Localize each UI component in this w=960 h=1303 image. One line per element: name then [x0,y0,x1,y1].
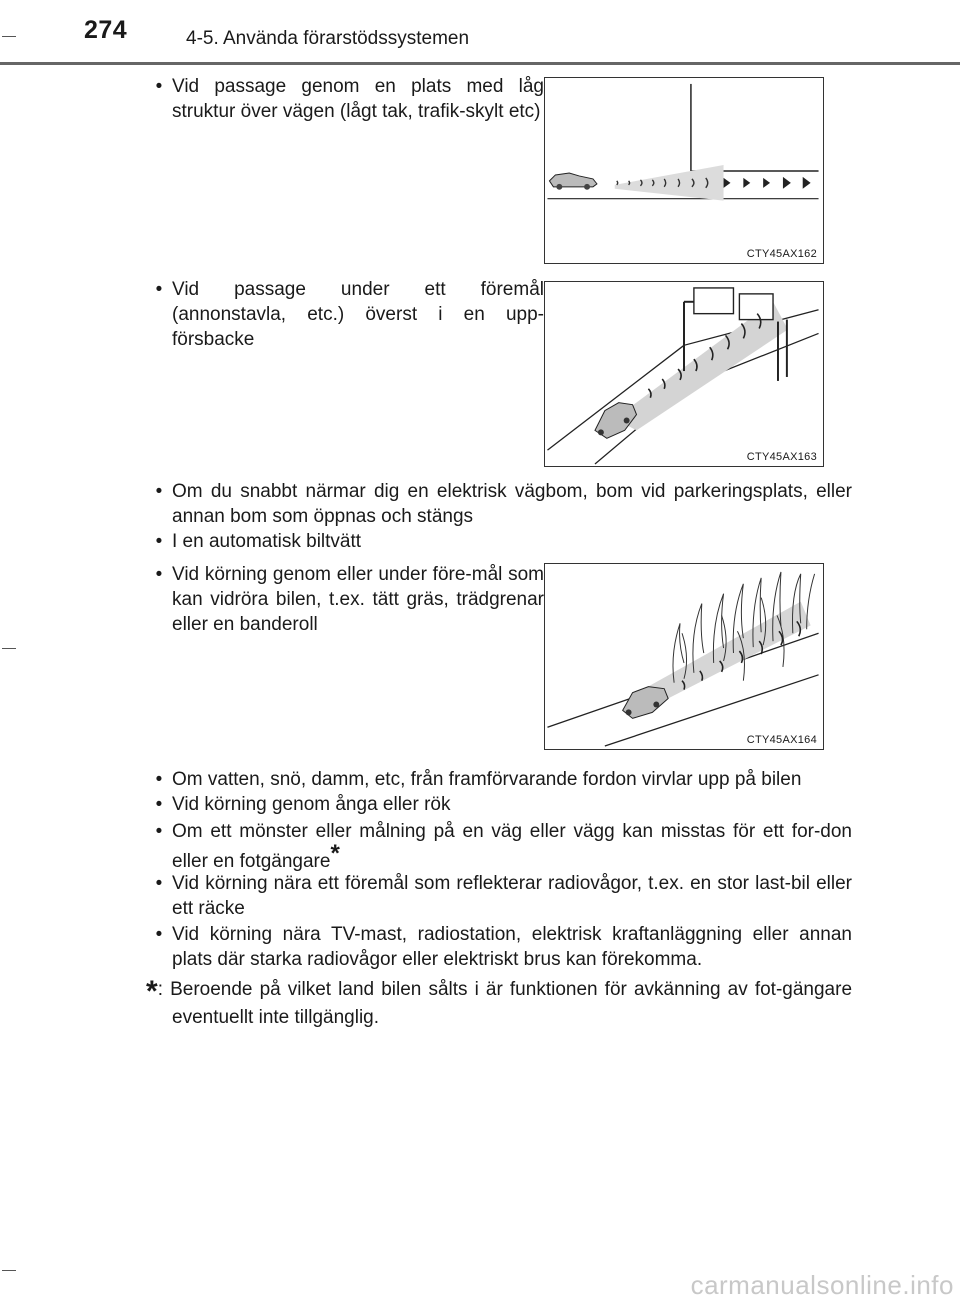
list-item-text: Vid körning nära TV-mast, radiostation, elektrisk kraftanläggning eller annan plats där starka radiovågor eller elektriskt brus kan förekomma. [172,924,852,970]
list-item [146,817,852,877]
list-item-text: Vid körning genom ånga eller rök [172,794,451,815]
list-item [146,74,544,124]
list-item [146,922,852,972]
bullet-symbol: • [155,481,163,502]
list-item-text: I en automatisk biltvätt [172,531,362,552]
page-header [0,0,960,64]
list-item-text: Vid körning nära ett föremål som reflekterar radiovågor, t.ex. en stor last-bil eller ett räcke [172,873,852,919]
figure-label: CTY45AX162 [746,248,817,260]
header-rule [0,62,960,65]
bullet-symbol: • [155,873,163,894]
footnote-reference: * [330,840,340,867]
figure-label: CTY45AX164 [746,734,817,746]
list-item [146,792,852,817]
margin-mark [2,1270,16,1271]
list-item [146,529,852,554]
list-item [146,562,544,637]
figure-billboard-uphill [544,281,824,467]
figure-tall-grass [544,563,824,750]
list-item-text: Vid passage under ett föremål (annonstavla, etc.) överst i en upp-försbacke [172,279,544,350]
list-item [146,277,544,352]
grass-illustration [545,564,823,749]
watermark: carmanualsonline.info [690,1270,954,1300]
low-structure-illustration [545,78,823,263]
billboard-illustration [545,282,823,466]
bullet-symbol: • [155,794,163,815]
bullet-symbol: • [155,564,163,585]
margin-mark [2,648,16,649]
bullet-symbol: • [155,924,163,945]
figure-low-structure [544,77,824,264]
list-item [146,767,852,792]
list-item [146,871,852,921]
footnote-separator: : [157,979,163,1000]
list-item-text: Vid körning genom eller under före-mål som kan vidröra bilen, t.ex. tätt gräs, trädgrenar eller en banderoll [172,564,544,635]
list-item [146,479,852,529]
list-item-text: Om du snabbt närmar dig en elektrisk vägbom, bom vid parkeringsplats, eller annan bom som öppnas och stängs [172,481,852,527]
bullet-symbol: • [155,769,163,790]
footnote-marker: * [146,975,158,1008]
list-item-text: Om ett mönster eller målning på en väg eller vägg kan misstas för ett for-don eller en fotgängare [172,821,852,872]
section-title: 4-5. Använda förarstödssystemen [186,28,470,49]
page-number: 274 [84,16,128,44]
list-item-text: Om vatten, snö, damm, etc, från framförvarande fordon virvlar upp på bilen [172,769,802,790]
bullet-symbol: • [155,279,163,300]
list-item-text: Vid passage genom en plats med låg struktur över vägen (lågt tak, trafik-skylt etc) [172,76,544,122]
figure-label: CTY45AX163 [746,451,817,463]
bullet-symbol: • [155,531,163,552]
footnote-text: Beroende på vilket land bilen sålts i är funktionen för avkänning av fot-gängare eventuellt inte tillgänglig. [170,979,853,1028]
margin-mark [2,36,16,37]
footnote [146,976,852,1032]
bullet-symbol: • [155,76,163,97]
bullet-symbol: • [155,821,163,842]
